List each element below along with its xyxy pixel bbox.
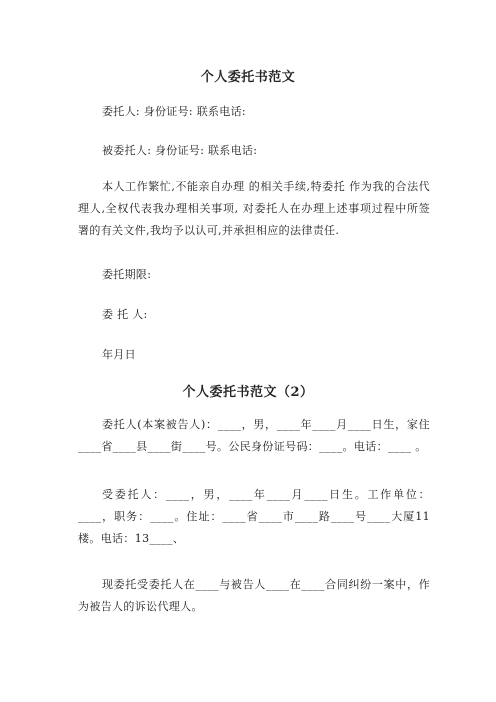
date-line: 年月日 (102, 348, 136, 361)
authorization-paragraph: 本人工作繁忙,不能亲自办理 的相关手续,特委托 作为我的合法代理人,全权代表我办理相关事项, 对委托人在办理上述事项过程中所签署的有关文件,我均予以认可,并承担相应的法律责任. (78, 180, 430, 237)
principal-info-line: 委托人: 身份证号: 联系电话: (102, 105, 246, 118)
principal-details-paragraph: 委托人(本案被告人)：____，男，____年____月____日生，家住____省____县____街____号。公民身份证号码：____。电话：____ 。 (78, 418, 430, 453)
mandate-paragraph: 现委托受委托人在____与被告人____在____合同纠纷一案中，作为被告人的诉讼代理人。 (78, 578, 430, 613)
period-line: 委托期限: (102, 268, 152, 281)
document-title: 个人委托书范文 (200, 70, 296, 85)
signer-line: 委 托 人: (102, 308, 148, 321)
agent-details-paragraph: 受委托人：____，男，____年____月____日生。工作单位：____，职务：____。住址：____省____市____路____号____大厦11楼。电话：13____、 (78, 488, 430, 545)
section-2-title: 个人委托书范文（2） (182, 385, 314, 400)
agent-info-line: 被委托人: 身份证号: 联系电话: (102, 144, 258, 157)
